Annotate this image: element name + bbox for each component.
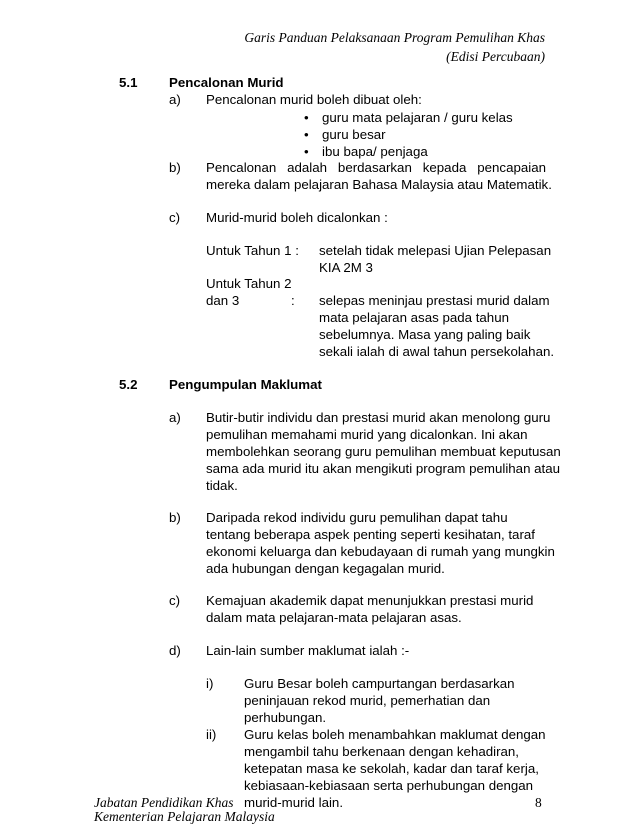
bullet-icon: • <box>304 110 309 125</box>
subitem-ii-line: kebiasaan-kebiasaan serta perhubungan dengan <box>244 778 534 793</box>
item-c-text: Murid-murid boleh dicalonkan : <box>206 210 388 225</box>
item-d-text: Lain-lain sumber maklumat ialah :- <box>206 643 410 658</box>
item-b-label: b) <box>169 510 181 525</box>
item-b-line: Pencalonan adalah berdasarkan kepada pencapaian <box>206 160 546 175</box>
item-a-line: sama ada murid itu akan mengikuti program pemulihan atau <box>206 461 561 476</box>
subitem-ii-line: murid-murid lain. <box>244 795 344 810</box>
bullet-icon: • <box>304 127 309 142</box>
header-edition: (Edisi Percubaan) <box>446 49 545 64</box>
subitem-ii-label: ii) <box>206 727 217 742</box>
section-title-5-1: Pencalonan Murid <box>169 75 284 90</box>
item-c-label: c) <box>169 210 181 225</box>
section-number-5-1: 5.1 <box>119 75 138 90</box>
tahun-2-3-label: dan 3 <box>206 293 240 308</box>
tahun-1-label: Untuk Tahun 1 : <box>206 243 299 258</box>
item-a-line: pemulihan memahami murid yang dicalonkan. Ini akan <box>206 427 528 442</box>
tahun-2-3-colon: : <box>291 293 295 308</box>
item-c-line: dalam mata pelajaran-mata pelajaran asas. <box>206 610 462 625</box>
footer-department: Jabatan Pendidikan Khas <box>94 795 234 810</box>
subitem-i-line: Guru Besar boleh campurtangan berdasarkan <box>244 676 515 691</box>
tahun-2-3-line: mata pelajaran asas pada tahun <box>319 310 509 325</box>
subitem-i-line: peninjauan rekod murid, pemerhatian dan <box>244 693 491 708</box>
bullet-item: guru besar <box>322 127 386 142</box>
item-a-line: membolehkan seorang guru pemulihan membuat keputusan <box>206 444 561 459</box>
item-b-line: Daripada rekod individu guru pemulihan dapat tahu <box>206 510 508 525</box>
tahun-1-line: KIA 2M 3 <box>319 260 373 275</box>
item-b-line: ada hubungan dengan kegagalan murid. <box>206 561 445 576</box>
item-c-label: c) <box>169 593 181 608</box>
item-c-line: Kemajuan akademik dapat menunjukkan prestasi murid <box>206 593 534 608</box>
item-a-text: Pencalonan murid boleh dibuat oleh: <box>206 92 422 107</box>
item-a-line: Butir-butir individu dan prestasi murid akan menolong guru <box>206 410 551 425</box>
bullet-item: ibu bapa/ penjaga <box>322 144 428 159</box>
tahun-2-3-line: selepas meninjau prestasi murid dalam <box>319 293 550 308</box>
page-number: 8 <box>535 795 542 810</box>
tahun-2-3-line: sebelumnya. Masa yang paling baik <box>319 327 531 342</box>
section-title-5-2: Pengumpulan Maklumat <box>169 377 322 392</box>
tahun-2-3-line: sekali ialah di awal tahun persekolahan. <box>319 344 555 359</box>
tahun-2-3-label: Untuk Tahun 2 <box>206 276 292 291</box>
subitem-i-label: i) <box>206 676 214 691</box>
subitem-ii-line: mengambil tahu berkenaan dengan kehadiran, <box>244 744 520 759</box>
subitem-i-line: perhubungan. <box>244 710 327 725</box>
item-a-label: a) <box>169 410 181 425</box>
subitem-ii-line: ketepatan masa ke sekolah, kadar dan taraf kerja, <box>244 761 539 776</box>
bullet-item: guru mata pelajaran / guru kelas <box>322 110 513 125</box>
bullet-icon: • <box>304 144 309 159</box>
header-title: Garis Panduan Pelaksanaan Program Pemulihan Khas <box>244 30 545 45</box>
item-b-line: ekonomi keluarga dan kebudayaan di rumah yang mungkin <box>206 544 555 559</box>
item-a-line: tidak. <box>206 478 238 493</box>
section-number-5-2: 5.2 <box>119 377 138 392</box>
subitem-ii-line: Guru kelas boleh menambahkan maklumat dengan <box>244 727 546 742</box>
item-b-line: tentang beberapa aspek penting seperti kesihatan, taraf <box>206 527 535 542</box>
tahun-1-line: setelah tidak melepasi Ujian Pelepasan <box>319 243 552 258</box>
footer-ministry: Kementerian Pelajaran Malaysia <box>94 809 275 824</box>
item-d-label: d) <box>169 643 181 658</box>
item-a-label: a) <box>169 92 181 107</box>
item-b-label: b) <box>169 160 181 175</box>
item-b-line: mereka dalam pelajaran Bahasa Malaysia atau Matematik. <box>206 177 552 192</box>
